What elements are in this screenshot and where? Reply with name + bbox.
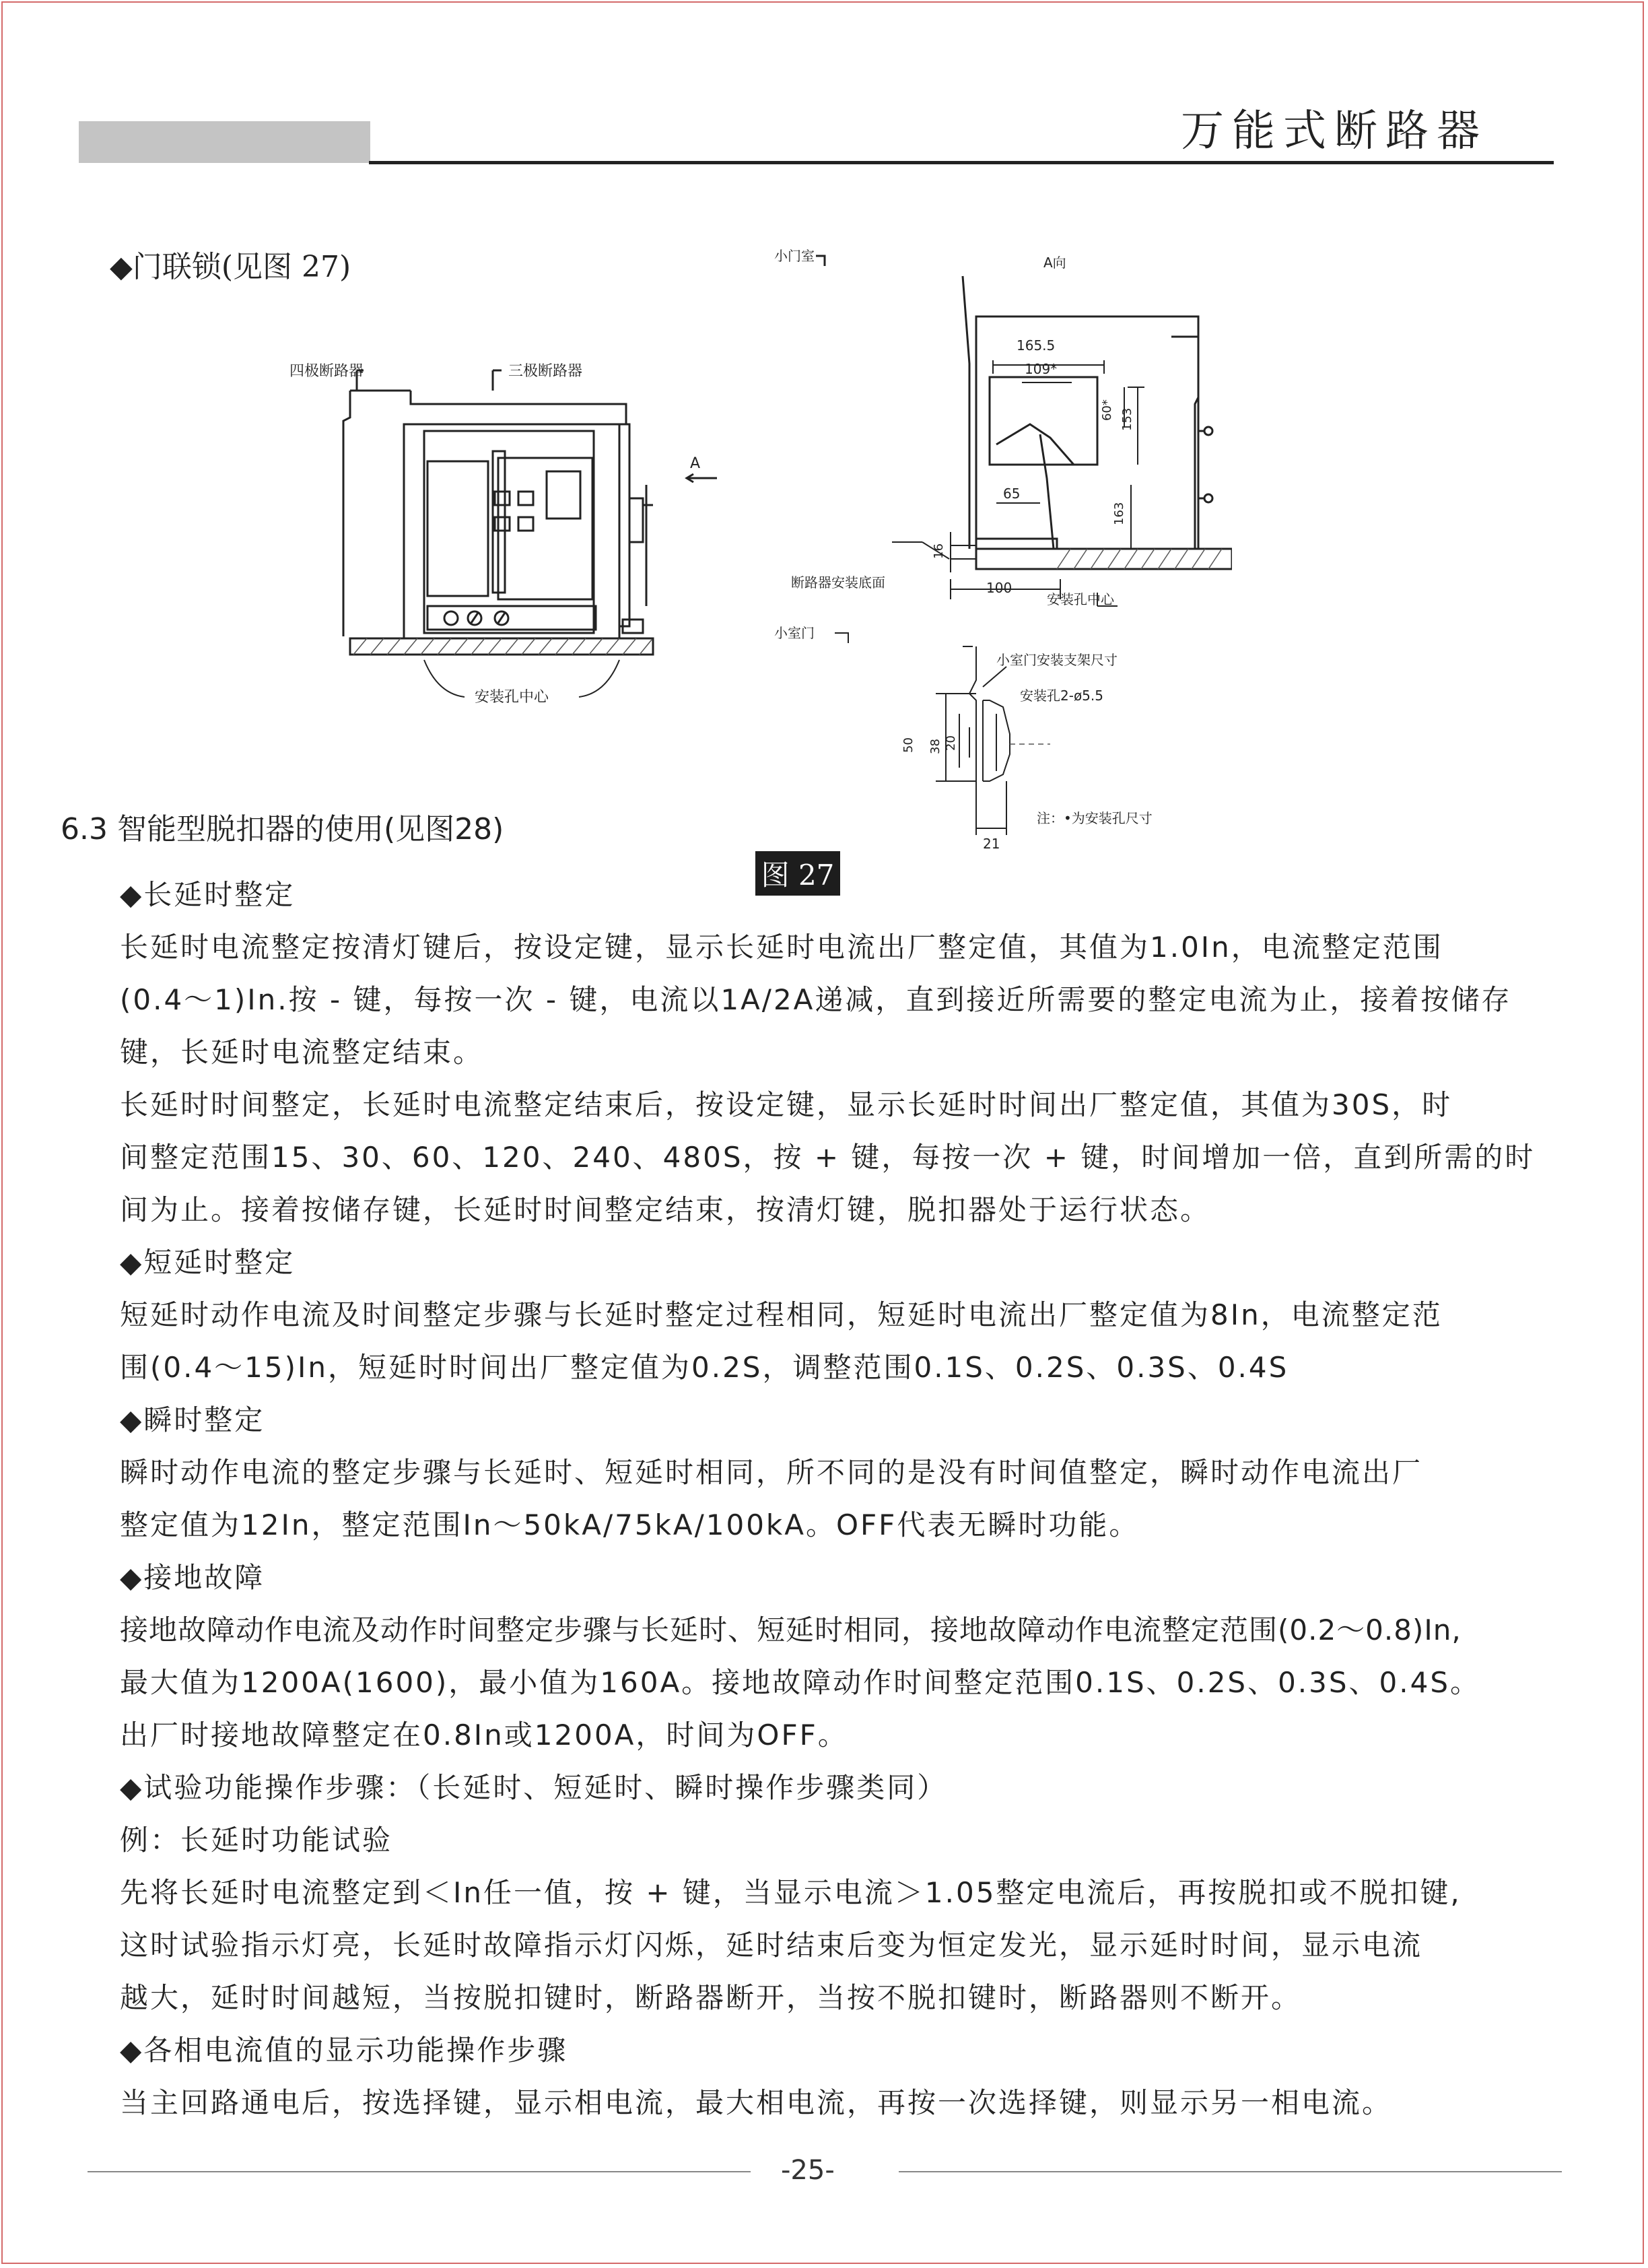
header-title: 万能式断路器 <box>1181 106 1488 156</box>
text-line: 围(0.4～15)In，短延时时间出厂整定值为0.2S，调整范围0.1S、0.2S、0.3S、0.4S <box>120 1351 1289 1384</box>
text-line: 整定值为12In，整定范围In～50kA/75kA/100kA。OFF代表无瞬时功能。 <box>120 1508 1140 1541</box>
label-base: 断路器安装底面 <box>791 574 885 591</box>
breaker-front-diagram <box>276 337 734 734</box>
text-line: 短延时动作电流及时间整定步骤与长延时整定过程相同，短延时电流出厂整定值为8In，电流整定范 <box>120 1298 1443 1331</box>
dim-16: 16 <box>932 543 946 559</box>
text-line: 间整定范围15、30、60、120、240、480S，按 + 键，每按一次 + 键，时间增加一倍，直到所需的时 <box>120 1141 1536 1174</box>
dim-20: 20 <box>944 735 958 751</box>
dim-21: 21 <box>983 836 1000 852</box>
dim-60: 60* <box>1100 399 1114 421</box>
text-line: 先将长延时电流整定到＜In任一值，按 + 键，当显示电流＞1.05整定电流后，再按脱扣或不脱扣键, <box>120 1876 1462 1909</box>
text-line: 例：长延时功能试验 <box>120 1824 393 1857</box>
door-interlock-title: ◆门联锁(见图 27) <box>110 250 351 284</box>
label-mount-center: 安装孔中心 <box>475 689 549 706</box>
text-line: 键，长延时电流整定结束。 <box>120 1036 484 1069</box>
label-small-door: 小室门 <box>774 625 815 641</box>
section-heading: 6.3 智能型脱扣器的使用(见图28) <box>61 812 504 846</box>
label-small-door-room: 小门室 <box>774 248 815 264</box>
text-line: 当主回路通电后，按选择键，显示相电流，最大相电流，再按一次选择键，则显示另一相电流。 <box>120 2086 1393 2119</box>
text-line: 长延时电流整定按清灯键后，按设定键，显示长延时电流出厂整定值，其值为1.0In，电流整定范围 <box>120 931 1443 964</box>
footer-rule-right <box>899 2171 1562 2172</box>
text-line: ◆试验功能操作步骤：（长延时、短延时、瞬时操作步骤类同） <box>120 1771 948 1804</box>
label-three-pole: 三极断路器 <box>508 363 583 380</box>
label-four-pole: 四极断路器 <box>289 363 364 380</box>
note: 注：•为安装孔尺寸 <box>1037 810 1153 826</box>
text-line: 接地故障动作电流及动作时间整定步骤与长延时、短延时相同，接地故障动作电流整定范围(0.2～0.8)In, <box>120 1613 1462 1646</box>
text-line: (0.4～1)In.按 - 键，每按一次 - 键，电流以1A/2A递减，直到接近所需要的整定电流为止，接着按储存 <box>120 983 1512 1016</box>
text-line: ◆各相电流值的显示功能操作步骤 <box>120 2034 568 2067</box>
text-line: ◆短延时整定 <box>120 1246 296 1279</box>
text-line: 长延时时间整定，长延时电流整定结束后，按设定键，显示长延时时间出厂整定值，其值为30S，时 <box>120 1088 1453 1121</box>
figure-label: 图 27 <box>755 851 840 896</box>
text-line: ◆接地故障 <box>120 1561 265 1594</box>
text-line: 出厂时接地故障整定在0.8In或1200A，时间为OFF。 <box>120 1719 848 1752</box>
text-line: ◆长延时整定 <box>120 878 296 911</box>
text-line: 最大值为1200A(1600)，最小值为160A。接地故障动作时间整定范围0.1S、0.2S、0.3S、0.4S。 <box>120 1666 1480 1699</box>
label-bracket: 小室门安装支架尺寸 <box>996 652 1118 668</box>
footer-rule-left <box>88 2171 751 2172</box>
header-rule <box>369 161 1554 164</box>
dim-38: 38 <box>928 739 942 754</box>
text-line: ◆瞬时整定 <box>120 1403 265 1436</box>
door-bracket-diagram <box>774 242 1232 862</box>
dim-65: 65 <box>1003 486 1021 502</box>
body-text <box>120 869 1594 2129</box>
dim-163: 163 <box>1112 502 1126 525</box>
page-number: -25- <box>781 2155 835 2186</box>
dim-109: 109* <box>1025 361 1058 377</box>
text-line: 越大，延时时间越短，当按脱扣键时，断路器断开，当按不脱扣键时，断路器则不断开。 <box>120 1981 1302 2014</box>
label-hole: 安装孔2-ø5.5 <box>1020 688 1103 704</box>
text-line: 间为止。接着按储存键，长延时时间整定结束，按清灯键，脱扣器处于运行状态。 <box>120 1193 1211 1226</box>
dim-165: 165.5 <box>1017 337 1056 354</box>
text-line: 这时试验指示灯亮，长延时故障指示灯闪烁，延时结束后变为恒定发光，显示延时时间，显示电流 <box>120 1929 1423 1962</box>
dim-153: 153 <box>1120 407 1134 431</box>
text-line: 瞬时动作电流的整定步骤与长延时、短延时相同，所不同的是没有时间值整定，瞬时动作电流出厂 <box>120 1456 1423 1489</box>
dim-50: 50 <box>901 737 916 753</box>
label-hole-center: 安装孔中心 <box>1047 591 1114 607</box>
dim-100: 100 <box>986 580 1012 596</box>
label-direction-a: A <box>690 455 701 472</box>
header-gray-block <box>79 121 370 163</box>
label-a-direction: A向 <box>1043 255 1066 271</box>
